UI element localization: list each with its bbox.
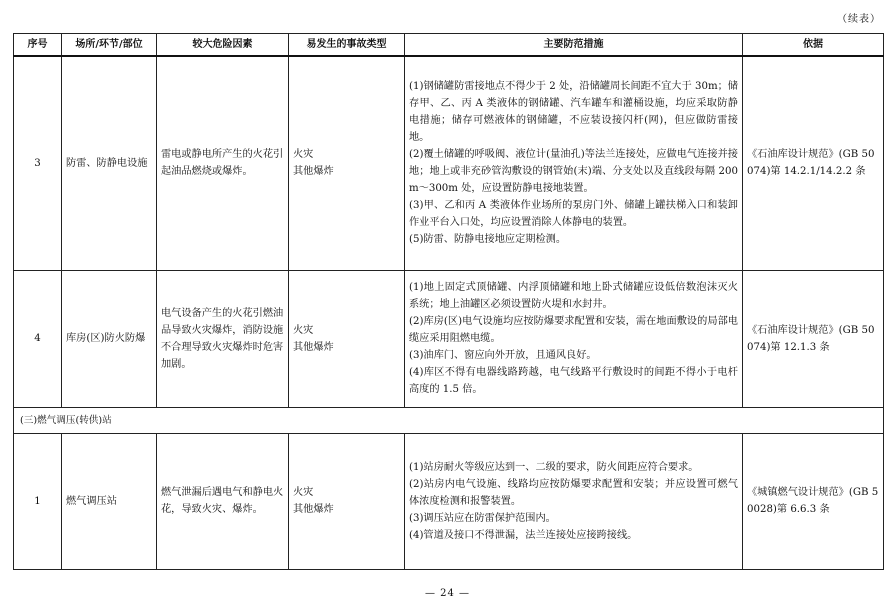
measure-item: (1)地上固定式顶储罐、内浮顶储罐和地上卧式储罐应设低倍数泡沫灭火系统；地上油罐区必须设置防火堤和水封井。 bbox=[409, 282, 738, 310]
header-place: 场所/环节/部位 bbox=[62, 34, 157, 57]
page-number: — 24 — bbox=[424, 588, 471, 599]
row-basis: 《城镇燃气设计规范》(GB 50028)第 6.6.3 条 bbox=[743, 433, 884, 569]
measure-item: (4)管道及接口不得泄漏，法兰连接处应接跨接线。 bbox=[409, 529, 638, 541]
row-measures bbox=[405, 270, 743, 407]
table-row bbox=[14, 56, 884, 270]
continued-label: （续表） bbox=[837, 14, 881, 25]
row-measures bbox=[405, 433, 743, 569]
header-num: 序号 bbox=[14, 34, 62, 57]
measure-item: (1)站房耐火等级应达到一、二级的要求，防火间距应符合要求。 bbox=[409, 461, 699, 473]
accident-type: 其他爆炸 bbox=[293, 166, 334, 178]
measure-item: (2)库房(区)电气设施均应按防爆要求配置和安装，需在地面敷设的局部电缆应采用阻燃电缆。 bbox=[409, 316, 738, 344]
row-place: 库房(区)防火防爆 bbox=[62, 270, 157, 407]
measure-item: (1)钢储罐防雷接地点不得少于 2 处，沿储罐周长间距不宜大于 30m；储存甲、乙、丙 A 类液体的钢储罐、汽车罐车和灌桶设施，均应采取防静电措施；储存可燃液体的钢储罐，不应装设接闪杆(网)，但应做防雷接地。 bbox=[409, 81, 738, 144]
measure-item: (2)覆土储罐的呼吸阀、液位计(量油孔)等法兰连接处，应做电气连接并接地；地上或非充砂管沟敷设的钢管始(末)端、分支处以及直线段每隔 200m～300m 处，应设置防静电接地装置。 bbox=[409, 149, 738, 195]
measure-item: (3)油库门、窗应向外开放，且通风良好。 bbox=[409, 350, 597, 361]
hazard-table bbox=[13, 33, 884, 570]
measure-item: (2)站房内电气设施、线路均应按防爆要求配置和安装；并应设置可燃气体浓度检测和报警装置。 bbox=[409, 478, 738, 507]
accident-type: 火灾 bbox=[293, 149, 314, 161]
row-accident bbox=[289, 433, 405, 569]
row-basis: 《石油库设计规范》(GB 50074)第 12.1.3 条 bbox=[743, 270, 884, 407]
accident-type: 其他爆炸 bbox=[293, 341, 334, 353]
row-num: 4 bbox=[14, 270, 62, 407]
measure-item: (4)库区不得有电器线路跨越，电气线路平行敷设时的间距不得小于电杆高度的 1.5 倍。 bbox=[409, 367, 738, 395]
header-hazard: 较大危险因素 bbox=[157, 34, 289, 57]
row-accident bbox=[289, 56, 405, 270]
accident-type: 其他爆炸 bbox=[293, 504, 334, 515]
row-hazard: 燃气泄漏后遇电气和静电火花，导致火灾、爆炸。 bbox=[157, 433, 289, 569]
row-place: 防雷、防静电设施 bbox=[62, 56, 157, 270]
row-hazard: 电气设备产生的火花引燃油品导致火灾爆炸，消防设施不合理导致火灾爆炸时危害加剧。 bbox=[157, 270, 289, 407]
table-header-row bbox=[14, 34, 884, 57]
section-title: (三)燃气调压(转供)站 bbox=[14, 407, 884, 433]
section-row bbox=[14, 407, 884, 433]
table-row bbox=[14, 270, 884, 407]
measure-item: (5)防雷、防静电接地应定期检测。 bbox=[409, 234, 567, 246]
row-accident bbox=[289, 270, 405, 407]
accident-type: 火灾 bbox=[293, 487, 314, 498]
row-num: 3 bbox=[14, 56, 62, 270]
header-basis: 依据 bbox=[743, 34, 884, 57]
row-basis: 《石油库设计规范》(GB 50074)第 14.2.1/14.2.2 条 bbox=[743, 56, 884, 270]
measure-item: (3)调压站应在防雷保护范围内。 bbox=[409, 512, 556, 524]
row-hazard: 雷电或静电所产生的火花引起油品燃烧或爆炸。 bbox=[157, 56, 289, 270]
row-measures bbox=[405, 56, 743, 270]
accident-type: 火灾 bbox=[293, 324, 314, 336]
measure-item: (3)甲、乙和丙 A 类液体作业场所的泵房门外、储罐上罐扶梯入口和装卸作业平台入口处，均应设置消除人体静电的装置。 bbox=[409, 200, 738, 229]
header-accident: 易发生的事故类型 bbox=[289, 34, 405, 57]
row-num: 1 bbox=[14, 433, 62, 569]
row-place: 燃气调压站 bbox=[62, 433, 157, 569]
table-row bbox=[14, 433, 884, 569]
header-measures: 主要防范措施 bbox=[405, 34, 743, 57]
